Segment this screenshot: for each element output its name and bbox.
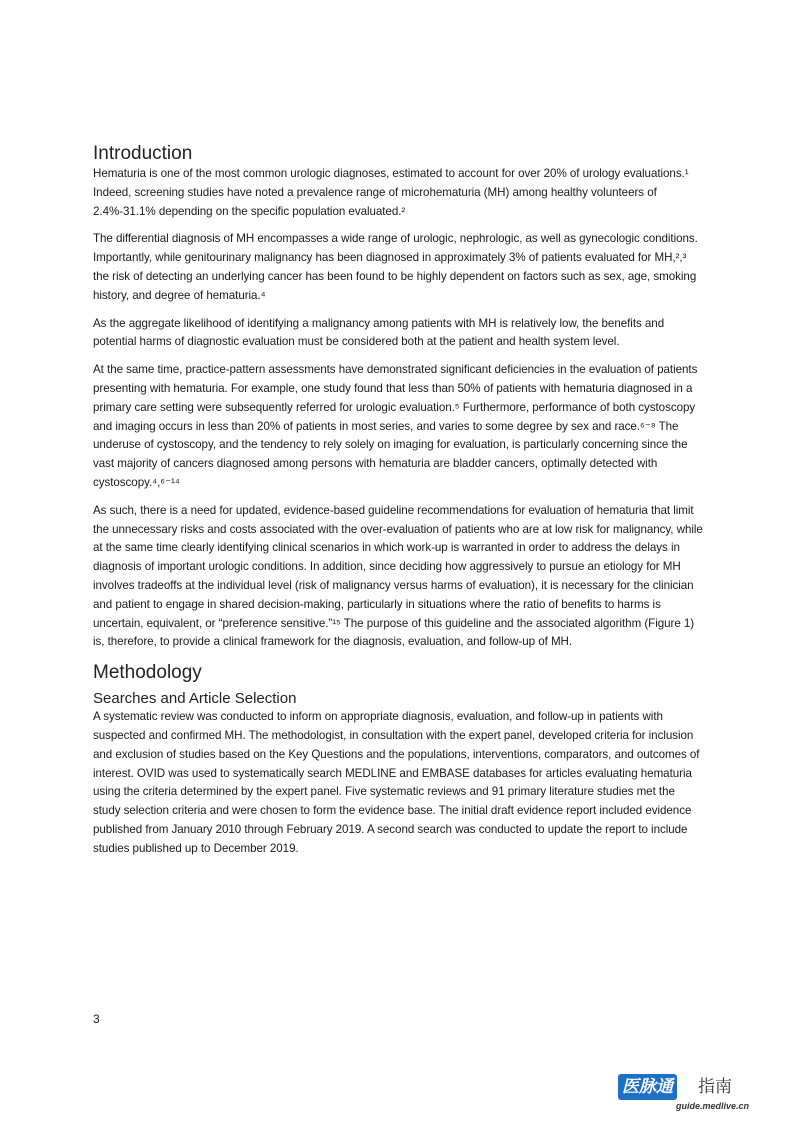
page-number: 3: [93, 1012, 100, 1026]
intro-paragraph-2: The differential diagnosis of MH encompasses a wide range of urologic, nephrologic, as well as gynecologic conditions. Importantly, while genitourinary malignancy has been diagnosed in approximately 3% of patients evaluated for MH,²,³ the risk of detecting an underlying cancer has been found to be highly dependent on factors such as sex, age, smoking history, and degree of hematuria.⁴: [93, 232, 698, 302]
searches-subheading: Searches and Article Selection: [93, 690, 297, 708]
guide-logo-text: 指南: [698, 1077, 732, 1096]
methodology-heading: Methodology: [93, 662, 202, 684]
methodology-paragraph-1: A systematic review was conducted to inform on appropriate diagnosis, evaluation, and follow-up in patients with suspected and confirmed MH. The methodologist, in consultation with the expert panel, developed criteria for inclusion and exclusion of studies based on the Key Questions and the populations, interventions, comparators, and outcomes of interest. OVID was used to systematically search MEDLINE and EMBASE databases for articles evaluating hematuria using the criteria determined by the expert panel. Five systematic reviews and 91 primary literature studies met the study selection criteria and were chosen to form the evidence base. The initial draft evidence report included evidence published from January 2010 through February 2019. A second search was conducted to update the report to include studies published up to December 2019.: [93, 710, 700, 855]
page-content: [93, 143, 705, 868]
intro-paragraph-3: As the aggregate likelihood of identifying a malignancy among patients with MH is relatively low, the benefits and potential harms of diagnostic evaluation must be considered both at the patient and health system level.: [93, 316, 665, 349]
brand-logo-mark: 医脉通: [618, 1074, 677, 1100]
intro-paragraph-5: As such, there is a need for updated, evidence-based guideline recommendations for evaluation of hematuria that limit the unnecessary risks and costs associated with the over-evaluation of patients who are at low risk for malignancy, while at the same time clearly identifying clinical scenarios in which work-up is warranted in order to address the delays in diagnosis of important urologic conditions. In addition, since deciding how aggressively to pursue an etiology for MH involves tradeoffs at the individual level (risk of malignancy versus harms of evaluation), it is necessary for the clinician and patient to engage in shared decision-making, particularly in situations where the ratio of benefits to harms is uncertain, equivalent, or “preference sensitive.”¹⁵ The purpose of this guideline and the associated algorithm (Figure 1) is, therefore, to provide a clinical framework for the diagnosis, evaluation, and follow-up of MH.: [93, 503, 703, 649]
intro-paragraph-4: At the same time, practice-pattern assessments have demonstrated significant deficiencies in the evaluation of patients presenting with hematuria. For example, one study found that less than 50% of patients with hematuria diagnosed in a primary care setting were subsequently referred for urologic evaluation.⁵ Furthermore, performance of both cystoscopy and imaging occurs in less than 20% of patients in most series, and varies to some degree by sex and race.⁶⁻⁸ The underuse of cystoscopy, and the tendency to rely solely on imaging for evaluation, is particularly concerning since the vast majority of cancers diagnosed among persons with hematuria are bladder cancers, optimally detected with cystoscopy.⁴,⁶⁻¹⁴: [93, 363, 698, 489]
introduction-heading: Introduction: [93, 143, 193, 164]
medlive-watermark-logo: [618, 1074, 748, 1116]
intro-paragraph-1: Hematuria is one of the most common urologic diagnoses, estimated to account for over 20% of urology evaluations.¹ Indeed, screening studies have noted a prevalence range of microhematuria (MH) among healthy volunteers of 2.4%-31.1% depending on the specific population evaluated.²: [93, 167, 689, 218]
watermark-url: guide.medlive.cn: [676, 1101, 750, 1111]
